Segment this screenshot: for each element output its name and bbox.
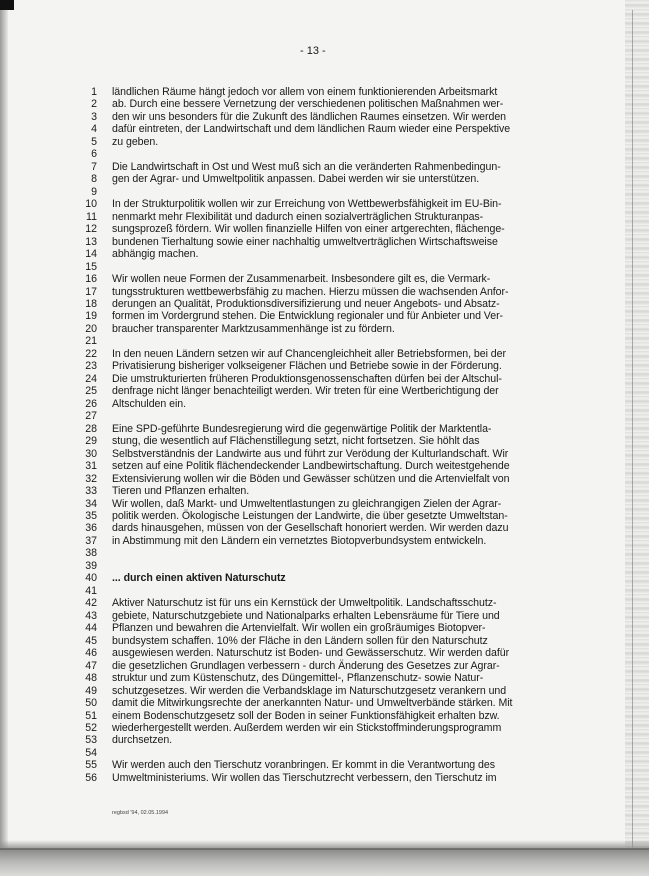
line-text: dards hinausgehen, müssen von der Gesellschaft honoriert werden. Wir werden dazu	[112, 522, 509, 535]
line-text: derungen an Qualität, Produktionsdiversifizierung und neuer Angebots- und Absatz-	[112, 297, 500, 310]
text-line	[0, 173, 620, 186]
line-number: 27	[85, 410, 97, 423]
line-number: 2	[91, 98, 97, 111]
line-text: politik werden. Ökologische Leistungen der Landwirte, die über gesetzte Umweltstan-	[112, 509, 508, 522]
line-text: Eine SPD-geführte Bundesregierung wird die gegenwärtige Politik der Marktentla-	[112, 422, 492, 435]
line-text: Die Landwirtschaft in Ost und West muß sich an die veränderten Rahmenbedingun-	[112, 160, 501, 173]
line-text: zu geben.	[112, 135, 159, 148]
line-number: 5	[91, 135, 97, 148]
text-line	[0, 310, 620, 323]
scan-corner-mark	[0, 0, 14, 10]
line-number: 33	[85, 485, 97, 498]
line-number: 21	[85, 335, 97, 348]
line-text: bundenen Tierhaltung sowie einer nachhaltig umweltverträglichen Wirtschaftsweise	[112, 235, 498, 248]
line-number: 25	[85, 385, 97, 398]
text-line	[0, 211, 620, 224]
text-line	[0, 360, 620, 373]
line-text: tungsstrukturen wettbewerbsfähig zu machen. Hierzu müssen die wachsenden Anfor-	[112, 285, 509, 298]
line-number: 44	[85, 622, 97, 635]
text-line	[0, 510, 620, 523]
line-text: durchsetzen.	[112, 734, 173, 747]
line-text: Umweltministeriums. Wir wollen das Tierschutzrecht verbessern, den Tierschutz im	[112, 771, 497, 784]
line-text: wiederhergestellt werden. Außerdem werden wir ein Stickstoffminderungsprogramm	[112, 721, 502, 734]
line-text: einem Bodenschutzgesetz soll der Boden in seiner Funktionsfähigkeit erhalten bzw.	[112, 709, 500, 722]
text-line	[0, 622, 620, 635]
text-line	[0, 560, 620, 573]
line-number: 56	[85, 771, 97, 784]
line-number: 10	[85, 198, 97, 211]
line-number: 54	[85, 746, 97, 759]
text-line	[0, 498, 620, 511]
line-number: 13	[85, 235, 97, 248]
line-number: 28	[85, 422, 97, 435]
line-number: 18	[85, 297, 97, 310]
text-line	[0, 647, 620, 660]
line-number: 30	[85, 447, 97, 460]
line-text: nenmarkt mehr Flexibilität und dadurch einen sozialverträglichen Strukturanpas-	[112, 210, 484, 223]
text-line	[0, 286, 620, 299]
line-number: 32	[85, 472, 97, 485]
line-text: Wir werden auch den Tierschutz voranbringen. Er kommt in die Verantwortung des	[112, 759, 495, 772]
line-number: 4	[91, 123, 97, 136]
line-text: die gesetzlichen Grundlagen verbessern - durch Änderung des Gesetzes zur Agrar-	[112, 659, 500, 672]
line-text: Privatisierung bisheriger volkseigener Flächen und Betriebe sowie in der Förderung.	[112, 360, 502, 373]
line-number: 31	[85, 460, 97, 473]
text-line	[0, 335, 620, 348]
line-number: 36	[85, 522, 97, 535]
line-text: abhängig machen.	[112, 248, 199, 261]
line-number: 45	[85, 634, 97, 647]
line-text: damit die Mitwirkungsrechte der anerkannten Natur- und Umweltverbände stärken. Mit	[112, 697, 513, 710]
line-number: 9	[91, 185, 97, 198]
line-text: ländlichen Räume hängt jedoch vor allem von einem funktionierenden Arbeitsmarkt	[112, 86, 498, 98]
text-line	[0, 734, 620, 747]
line-number: 49	[85, 684, 97, 697]
line-text: bundsystem schaffen. 10% der Fläche in den Ländern sollen für den Naturschutz	[112, 634, 488, 647]
line-number: 50	[85, 697, 97, 710]
line-text: sungsprozeß fördern. Wir wollen finanzielle Hilfen von einer artgerechten, flächenge-	[112, 223, 505, 236]
text-line	[0, 198, 620, 211]
line-number: 22	[85, 347, 97, 360]
text-line	[0, 747, 620, 760]
text-line	[0, 248, 620, 261]
text-line	[0, 759, 620, 772]
line-number: 8	[91, 173, 97, 186]
line-text: gen der Agrar- und Umweltpolitik anpassen. Dabei werden wir sie unterstützen.	[112, 173, 480, 186]
line-text: Tieren und Pflanzen erhalten.	[112, 485, 250, 498]
text-line	[0, 448, 620, 461]
scan-shadow-right	[625, 0, 649, 876]
text-line	[0, 111, 620, 124]
line-text: in Abstimmung mit den Ländern ein vernetztes Biotopverbundsystem entwickeln.	[112, 534, 487, 547]
line-text: Wir wollen neue Formen der Zusammenarbeit. Insbesondere gilt es, die Vermark-	[112, 273, 491, 286]
text-line	[0, 261, 620, 274]
line-number: 41	[85, 584, 97, 597]
page-number: - 13 -	[300, 45, 326, 57]
line-text: ab. Durch eine bessere Vernetzung der verschiedenen politischen Maßnahmen wer-	[112, 98, 504, 111]
line-number: 37	[85, 534, 97, 547]
text-line	[0, 86, 620, 99]
text-line	[0, 685, 620, 698]
text-line	[0, 610, 620, 623]
line-text: Wir wollen, daß Markt- und Umweltentlastungen zu gleichrangigen Zielen der Agrar-	[112, 497, 502, 510]
line-number: 19	[85, 310, 97, 323]
line-number: 6	[91, 148, 97, 161]
line-number: 53	[85, 734, 97, 747]
line-number: 26	[85, 397, 97, 410]
section-heading: ... durch einen aktiven Naturschutz	[112, 572, 286, 585]
line-number: 34	[85, 497, 97, 510]
text-line	[0, 186, 620, 199]
text-line	[0, 123, 620, 136]
text-line	[0, 398, 620, 411]
line-number: 1	[91, 86, 97, 98]
line-number: 3	[91, 110, 97, 123]
text-line	[0, 423, 620, 436]
line-number: 20	[85, 322, 97, 335]
line-text: Selbstverständnis der Landwirte aus und führt zur Verödung der Kulturlandschaft. Wir	[112, 447, 509, 460]
text-line	[0, 273, 620, 286]
line-text: struktur und zum Küstenschutz, des Düngemittel-, Pflanzenschutz- sowie Natur-	[112, 672, 484, 685]
line-number: 40	[85, 572, 97, 585]
line-number: 47	[85, 659, 97, 672]
line-number: 11	[86, 210, 97, 223]
text-line	[0, 136, 620, 149]
text-line	[0, 772, 620, 785]
line-text: Pflanzen und bewahren die Artenvielfalt. Wir wollen ein großräumiges Biotopver-	[112, 622, 486, 635]
line-number: 35	[85, 509, 97, 522]
scan-bottom-edge	[0, 848, 649, 850]
line-text: Die umstrukturierten früheren Produktionsgenossenschaften dürfen bei der Altschul-	[112, 372, 502, 385]
line-text: schutzgesetzes. Wir werden die Verbandsklage im Naturschutzgesetz verankern und	[112, 684, 507, 697]
text-line	[0, 710, 620, 723]
text-line	[0, 148, 620, 161]
line-number: 12	[85, 223, 97, 236]
line-text: setzen auf eine Politik flächendeckender Landbewirtschaftung. Durch weitestgehende	[112, 460, 510, 473]
text-line	[0, 672, 620, 685]
line-text: gebiete, Naturschutzgebiete und Nationalparks erhalten Lebensräume für Tiere und	[112, 609, 500, 622]
text-line	[0, 485, 620, 498]
text-line	[0, 323, 620, 336]
line-number: 55	[85, 759, 97, 772]
line-number: 14	[85, 248, 97, 261]
line-text: denfrage nicht länger benachteiligt werden. Wir treten für eine Wertberichtigung der	[112, 385, 499, 398]
line-number: 23	[85, 360, 97, 373]
line-number: 15	[85, 260, 97, 273]
line-text: formen im Vordergrund stehen. Die Entwicklung regionaler und für Anbieter und Ver-	[112, 310, 504, 323]
line-number: 42	[85, 597, 97, 610]
text-line	[0, 410, 620, 423]
line-text: In der Strukturpolitik wollen wir zur Erreichung von Wettbewerbsfähigkeit im EU-Bin-	[112, 198, 502, 211]
text-line	[0, 373, 620, 386]
text-line	[0, 98, 620, 111]
line-number: 46	[85, 647, 97, 660]
line-number: 39	[85, 559, 97, 572]
text-line	[0, 223, 620, 236]
text-line	[0, 697, 620, 710]
text-line	[0, 660, 620, 673]
text-line	[0, 435, 620, 448]
line-text: ausgewiesen werden. Naturschutz ist Boden- und Gewässerschutz. Wir werden dafür	[112, 647, 510, 660]
text-line	[0, 348, 620, 361]
line-number: 52	[85, 721, 97, 734]
line-text: Extensivierung wollen wir die Böden und Gewässer schützen und die Artenvielfalt von	[112, 472, 510, 485]
text-line	[0, 473, 620, 486]
line-number: 16	[85, 273, 97, 286]
text-line	[0, 572, 620, 585]
text-line	[0, 535, 620, 548]
text-line	[0, 161, 620, 174]
text-line	[0, 585, 620, 598]
text-line	[0, 522, 620, 535]
footer-note: regbsd '94, 02.05.1994	[112, 810, 169, 816]
line-number: 29	[85, 435, 97, 448]
line-number: 38	[85, 547, 97, 560]
line-text: In den neuen Ländern setzen wir auf Chancengleichheit aller Betriebsformen, bei der	[112, 347, 506, 360]
text-line	[0, 298, 620, 311]
text-line	[0, 722, 620, 735]
line-number: 48	[85, 672, 97, 685]
line-number: 43	[85, 609, 97, 622]
text-line	[0, 635, 620, 648]
text-line	[0, 460, 620, 473]
scan-shadow-bottom	[0, 840, 649, 876]
line-number: 17	[85, 285, 97, 298]
line-number: 24	[85, 372, 97, 385]
line-text: Aktiver Naturschutz ist für uns ein Kernstück der Umweltpolitik. Landschaftsschutz-	[112, 597, 497, 610]
text-line	[0, 236, 620, 249]
text-line	[0, 547, 620, 560]
text-line	[0, 385, 620, 398]
scan-edge-line	[632, 10, 633, 870]
line-text: Altschulden ein.	[112, 397, 186, 410]
line-text: dafür eintreten, der Landwirtschaft und dem ländlichen Raum wieder eine Perspektive	[112, 123, 511, 136]
line-text: den wir uns besonders für die Zukunft des ländlichen Raumes einsetzen. Wir werden	[112, 110, 507, 123]
line-number: 51	[85, 709, 97, 722]
line-text: braucher transparenter Marktzusammenhänge ist zu fördern.	[112, 322, 395, 335]
text-line	[0, 597, 620, 610]
line-number: 7	[91, 160, 97, 173]
line-text: stung, die wesentlich auf Flächenstillegung setzt, nicht fortsetzen. Sie höhlt das	[112, 435, 480, 448]
